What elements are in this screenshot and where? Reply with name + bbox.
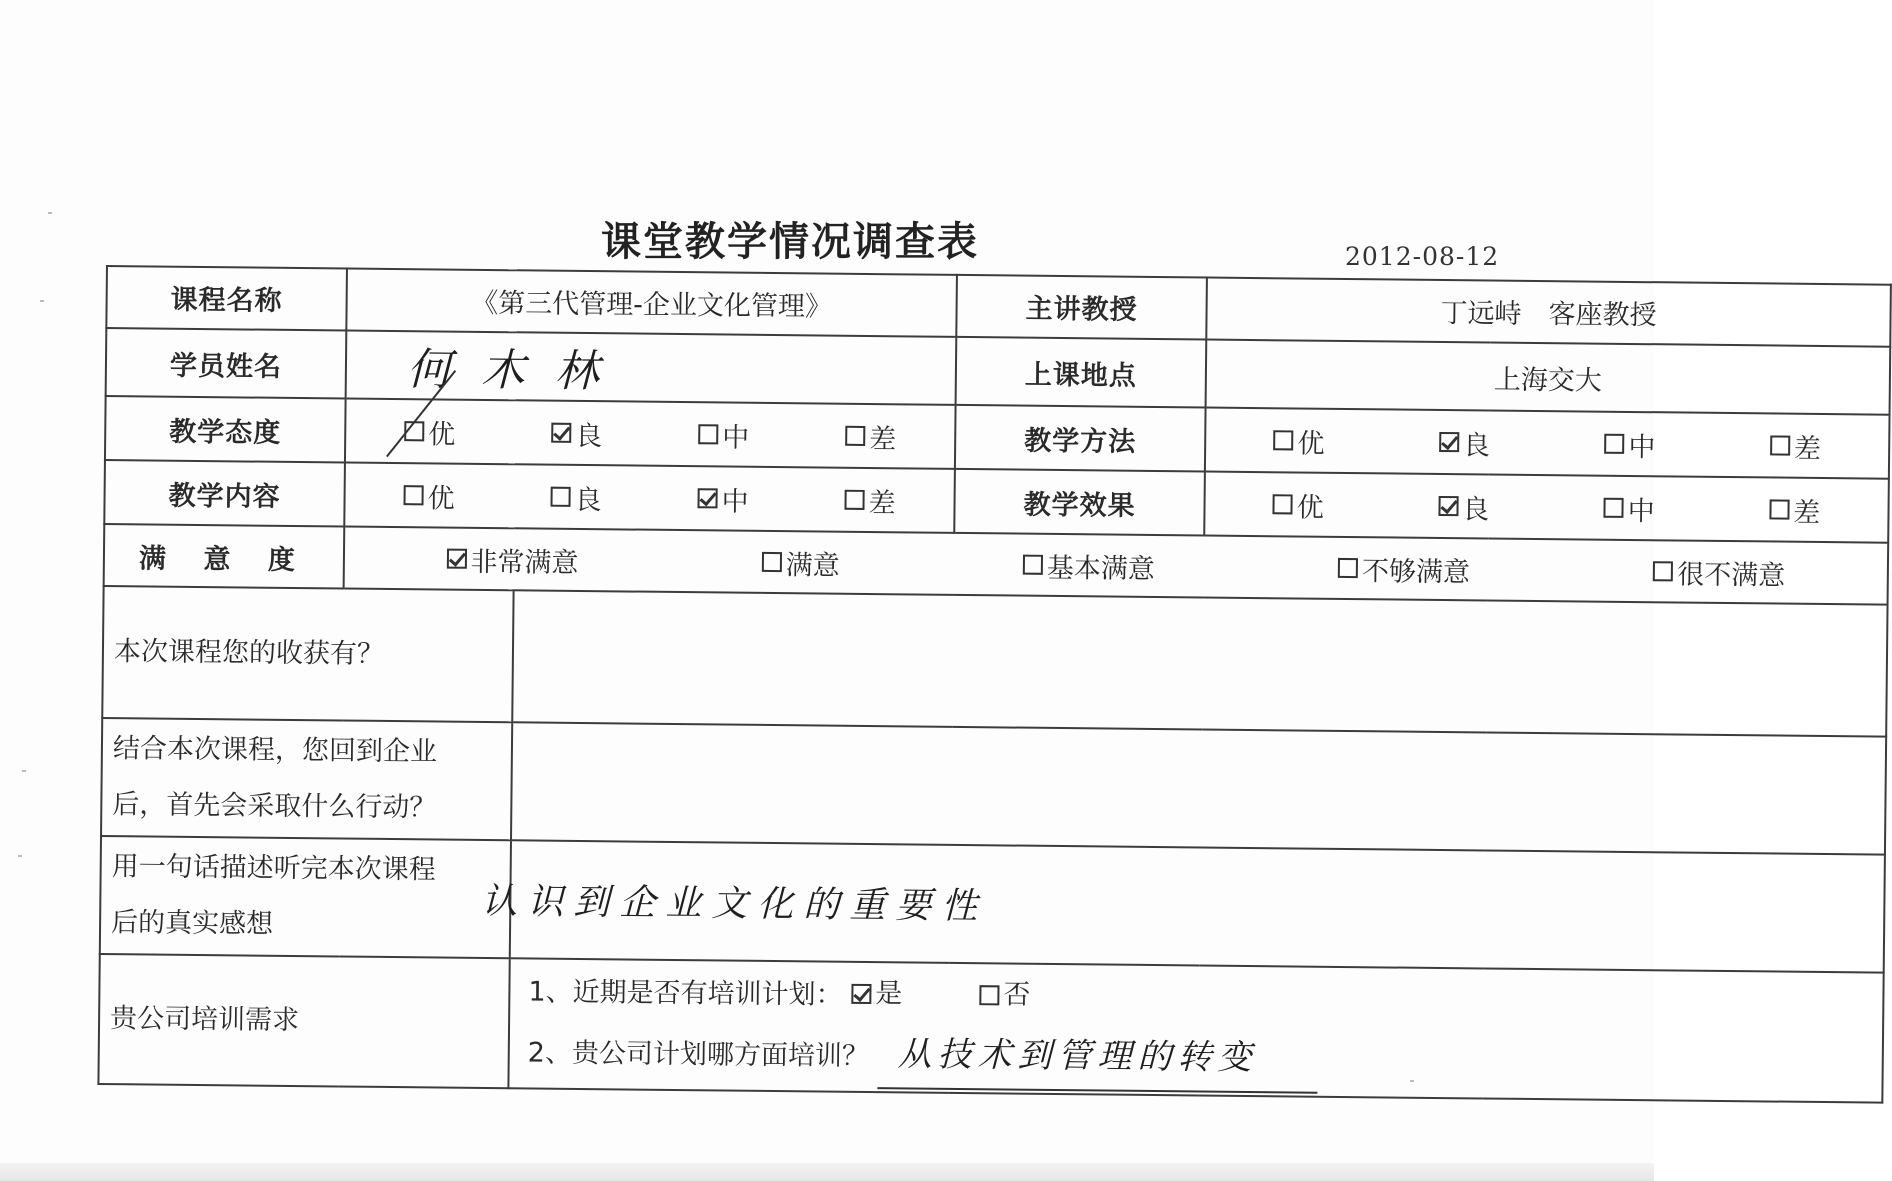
rating-option[interactable]	[1604, 424, 1655, 464]
rating-option-label: 中	[722, 422, 750, 454]
action-answer[interactable]	[511, 723, 1886, 855]
feeling-answer[interactable]	[481, 840, 1885, 972]
checkbox[interactable]	[1770, 436, 1790, 456]
scan-speck	[48, 212, 52, 214]
rating-option-label: 差	[1793, 497, 1821, 529]
rating-option-label: 中	[1628, 431, 1656, 463]
teaching-attitude-options	[345, 399, 956, 469]
checkbox[interactable]	[1023, 555, 1043, 575]
rating-option-label: 优	[1296, 492, 1324, 524]
rating-group-attitude	[356, 411, 944, 456]
location-value: 上海交大	[1206, 339, 1891, 414]
rating-option-label: 优	[428, 419, 456, 451]
rating-option[interactable]	[1439, 423, 1490, 463]
survey-date: 2012-08-12	[1345, 242, 1500, 271]
training-q1-no[interactable]	[979, 966, 1031, 1025]
rating-option[interactable]	[403, 476, 454, 516]
checkbox[interactable]	[698, 424, 718, 444]
checkbox[interactable]	[1438, 496, 1458, 516]
training-q1-yes[interactable]	[851, 965, 903, 1024]
row-gains	[102, 586, 1887, 737]
survey-form	[97, 265, 1822, 1099]
survey-table	[97, 265, 1891, 1104]
lecturer-value: 丁远峙 客座教授	[1206, 278, 1891, 347]
row-feeling	[100, 836, 1885, 972]
checkbox-yes[interactable]	[851, 984, 871, 1004]
course-name-label: 课程名称	[106, 266, 347, 330]
checkbox[interactable]	[697, 488, 717, 508]
checkbox[interactable]	[551, 423, 571, 443]
teaching-method-label: 教学方法	[955, 405, 1206, 472]
rating-option[interactable]	[1769, 490, 1820, 530]
training-needs-cell	[508, 958, 1883, 1103]
teaching-content-label: 教学内容	[104, 460, 345, 527]
teaching-attitude-label: 教学态度	[105, 396, 346, 463]
feeling-question	[100, 836, 511, 958]
teaching-content-options	[344, 463, 955, 533]
action-question	[101, 718, 512, 840]
rating-option-label: 差	[1793, 433, 1822, 465]
gains-question: 本次课程您的收获有？	[102, 586, 513, 722]
scan-speck	[18, 855, 22, 857]
rating-option[interactable]	[844, 480, 895, 520]
rating-option[interactable]	[550, 477, 601, 517]
satisfaction-option[interactable]	[762, 543, 840, 583]
feeling-handwritten: 认识到企业文化的重要性	[481, 881, 988, 928]
training-q1-no-label: 否	[1003, 979, 1031, 1011]
plan-handwritten: 从技术到管理的转变	[877, 1025, 1318, 1094]
checkbox[interactable]	[845, 426, 865, 446]
checkbox[interactable]	[550, 487, 570, 507]
rating-option[interactable]	[845, 416, 896, 456]
rating-option-label: 差	[869, 423, 897, 455]
training-q2	[519, 1021, 1872, 1099]
action-question-line1: 结合本次课程，您回到企业	[112, 733, 438, 768]
scan-speck	[40, 300, 44, 302]
scan-speck	[22, 770, 26, 772]
page-title: 课堂教学情况调查表	[601, 219, 979, 265]
training-q2-text: 2、贵公司计划哪方面培训？	[527, 1037, 870, 1072]
rating-option-label: 中	[1627, 495, 1655, 527]
satisfaction-option[interactable]	[446, 539, 578, 579]
checkbox-no[interactable]	[979, 985, 999, 1005]
rating-option[interactable]	[1273, 421, 1324, 461]
satisfaction-option[interactable]	[1653, 552, 1785, 592]
checkbox[interactable]	[1273, 430, 1293, 450]
rating-option[interactable]	[404, 412, 455, 452]
satisfaction-options	[355, 538, 1877, 593]
rating-option-label: 差	[868, 487, 896, 519]
lecturer-label: 主讲教授	[956, 275, 1207, 340]
rating-option[interactable]	[697, 479, 748, 519]
rating-option-label: 良	[1462, 493, 1490, 526]
rating-option-label: 良	[575, 420, 603, 452]
training-needs-label: 贵公司培训需求	[98, 954, 509, 1088]
rating-option[interactable]	[551, 413, 602, 453]
rating-group-content	[355, 475, 943, 520]
rating-option[interactable]	[1770, 426, 1821, 466]
scan-edge	[0, 1163, 1654, 1181]
location-label: 上课地点	[956, 337, 1207, 408]
checkbox[interactable]	[1338, 558, 1358, 578]
gains-answer[interactable]	[512, 590, 1887, 737]
rating-option[interactable]	[1273, 485, 1324, 525]
checkbox[interactable]	[1604, 434, 1624, 454]
row-training	[98, 954, 1883, 1103]
satisfaction-option[interactable]	[1023, 545, 1155, 585]
checkbox[interactable]	[844, 490, 864, 510]
rating-option-label: 中	[721, 486, 749, 518]
row-action	[101, 718, 1886, 854]
teaching-effect-label: 教学效果	[954, 469, 1205, 536]
checkbox[interactable]	[403, 485, 423, 505]
checkbox[interactable]	[1653, 561, 1673, 581]
checkbox[interactable]	[1769, 500, 1789, 520]
teaching-effect-options	[1204, 472, 1889, 543]
teaching-method-options	[1205, 408, 1890, 479]
action-question-line2: 后，首先会采取什么行动？	[112, 789, 437, 824]
rating-option[interactable]	[1604, 488, 1655, 528]
satisfaction-option[interactable]	[1338, 549, 1470, 589]
feeling-question-line2: 后的真实感想	[110, 907, 274, 940]
rating-option-label: 优	[1297, 428, 1325, 460]
student-name-handwritten: 何木林	[406, 344, 630, 398]
rating-group-effect	[1215, 484, 1877, 530]
checkbox[interactable]	[1273, 494, 1293, 514]
rating-option-label: 优	[427, 483, 455, 515]
satisfaction-option-label: 不够满意	[1361, 555, 1471, 588]
satisfaction-label: 满 意 度	[104, 524, 345, 588]
rating-option-label: 良	[1462, 429, 1491, 462]
checkbox[interactable]	[1439, 432, 1459, 452]
satisfaction-option-label: 满意	[785, 549, 840, 582]
satisfaction-option-label: 很不满意	[1677, 559, 1786, 592]
feeling-question-line1: 用一句话描述听完本次课程	[111, 851, 436, 886]
rating-option[interactable]	[1438, 487, 1489, 527]
satisfaction-option-label: 基本满意	[1046, 552, 1156, 585]
course-name-value: 《第三代管理-企业文化管理》	[346, 269, 957, 337]
rating-option[interactable]	[698, 415, 749, 455]
student-name-label: 学员姓名	[106, 328, 347, 399]
checkbox[interactable]	[762, 552, 782, 572]
rating-group-method	[1216, 420, 1878, 466]
training-q1-yes-label: 是	[875, 978, 903, 1010]
rating-option-label: 良	[574, 484, 602, 516]
satisfaction-option-label: 非常满意	[470, 546, 579, 579]
training-q1-text: 1、近期是否有培训计划：	[528, 976, 843, 1011]
checkbox[interactable]	[1604, 498, 1624, 518]
checkbox[interactable]	[446, 549, 466, 569]
